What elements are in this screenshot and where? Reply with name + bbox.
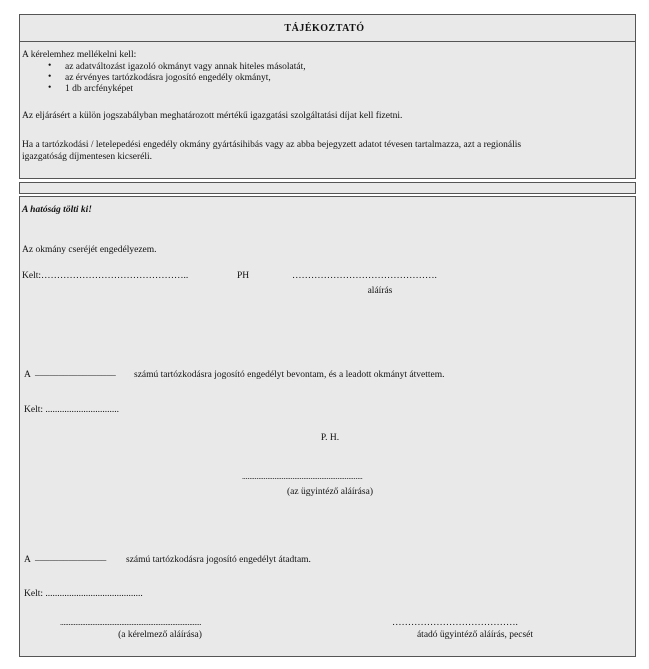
revoke-text: számú tartózkodásra jogosító engedélyt bevontam, és a leadott okmányt átvettem. (134, 370, 445, 380)
signature-label: aláírás (367, 286, 393, 296)
required-item: 1 db arcfényképet (65, 84, 134, 94)
revoke-a: A (24, 370, 31, 380)
kelt-date-field: Kelt: ............................... (24, 405, 119, 415)
fee-notice: Az eljárásért a külön jogszabályban meghatározott mértékű igazgatási szolgáltatási díjat kell fizetni. (22, 111, 403, 121)
signature-label: (az ügyintéző aláírása) (287, 487, 373, 497)
required-item: az adatváltozást igazoló okmányt vagy annak hiteles másolatát, (65, 62, 306, 72)
signature-label: átadó ügyintéző aláírás, pecsét (416, 630, 534, 640)
signature-label: (a kérelmező aláírása) (118, 630, 202, 640)
official-heading: A hatóság tölti ki! (22, 205, 92, 215)
error-notice-line2: igazgatóság díjmentesen kicseréli. (22, 152, 153, 162)
signature-line: …………………………………. (392, 618, 518, 628)
permit-number-blank: _______________ (35, 553, 107, 563)
error-notice-line1: Ha a tartózkodási / letelepedési engedély okmány gyártásihibás vagy az abba bejegyzett adatot tévesen tartalmazza, azt a regionális (22, 140, 522, 150)
separator-strip (19, 182, 636, 194)
info-title: TÁJÉKOZTATÓ (284, 23, 365, 34)
permit-number-blank: _________________ (35, 368, 116, 378)
bullet-icon: • (48, 72, 52, 82)
signature-line: ................................................................................... (60, 618, 202, 627)
title-divider (20, 41, 635, 42)
handover-text: számú tartózkodásra jogosító engedélyt átadtam. (126, 555, 311, 565)
bullet-icon: • (48, 83, 52, 93)
official-box (19, 196, 636, 657)
kelt-date-field: Kelt: ......................................... (24, 589, 143, 599)
approval-text: Az okmány cseréjét engedélyezem. (22, 245, 157, 255)
signature-line: ................................................................... (242, 472, 363, 481)
ph-stamp-label: PH (237, 271, 250, 281)
kelt-date-field: Kelt:……………………………………….. (22, 271, 189, 281)
info-intro: A kérelemhez mellékelni kell: (22, 50, 137, 60)
required-item: az érvényes tartózkodásra jogosító engedély okmányt, (65, 73, 271, 83)
ph-stamp-label: P. H. (320, 433, 340, 443)
handover-a: A (24, 555, 31, 565)
signature-line: ………………………………………. (292, 271, 437, 281)
bullet-icon: • (48, 61, 52, 71)
